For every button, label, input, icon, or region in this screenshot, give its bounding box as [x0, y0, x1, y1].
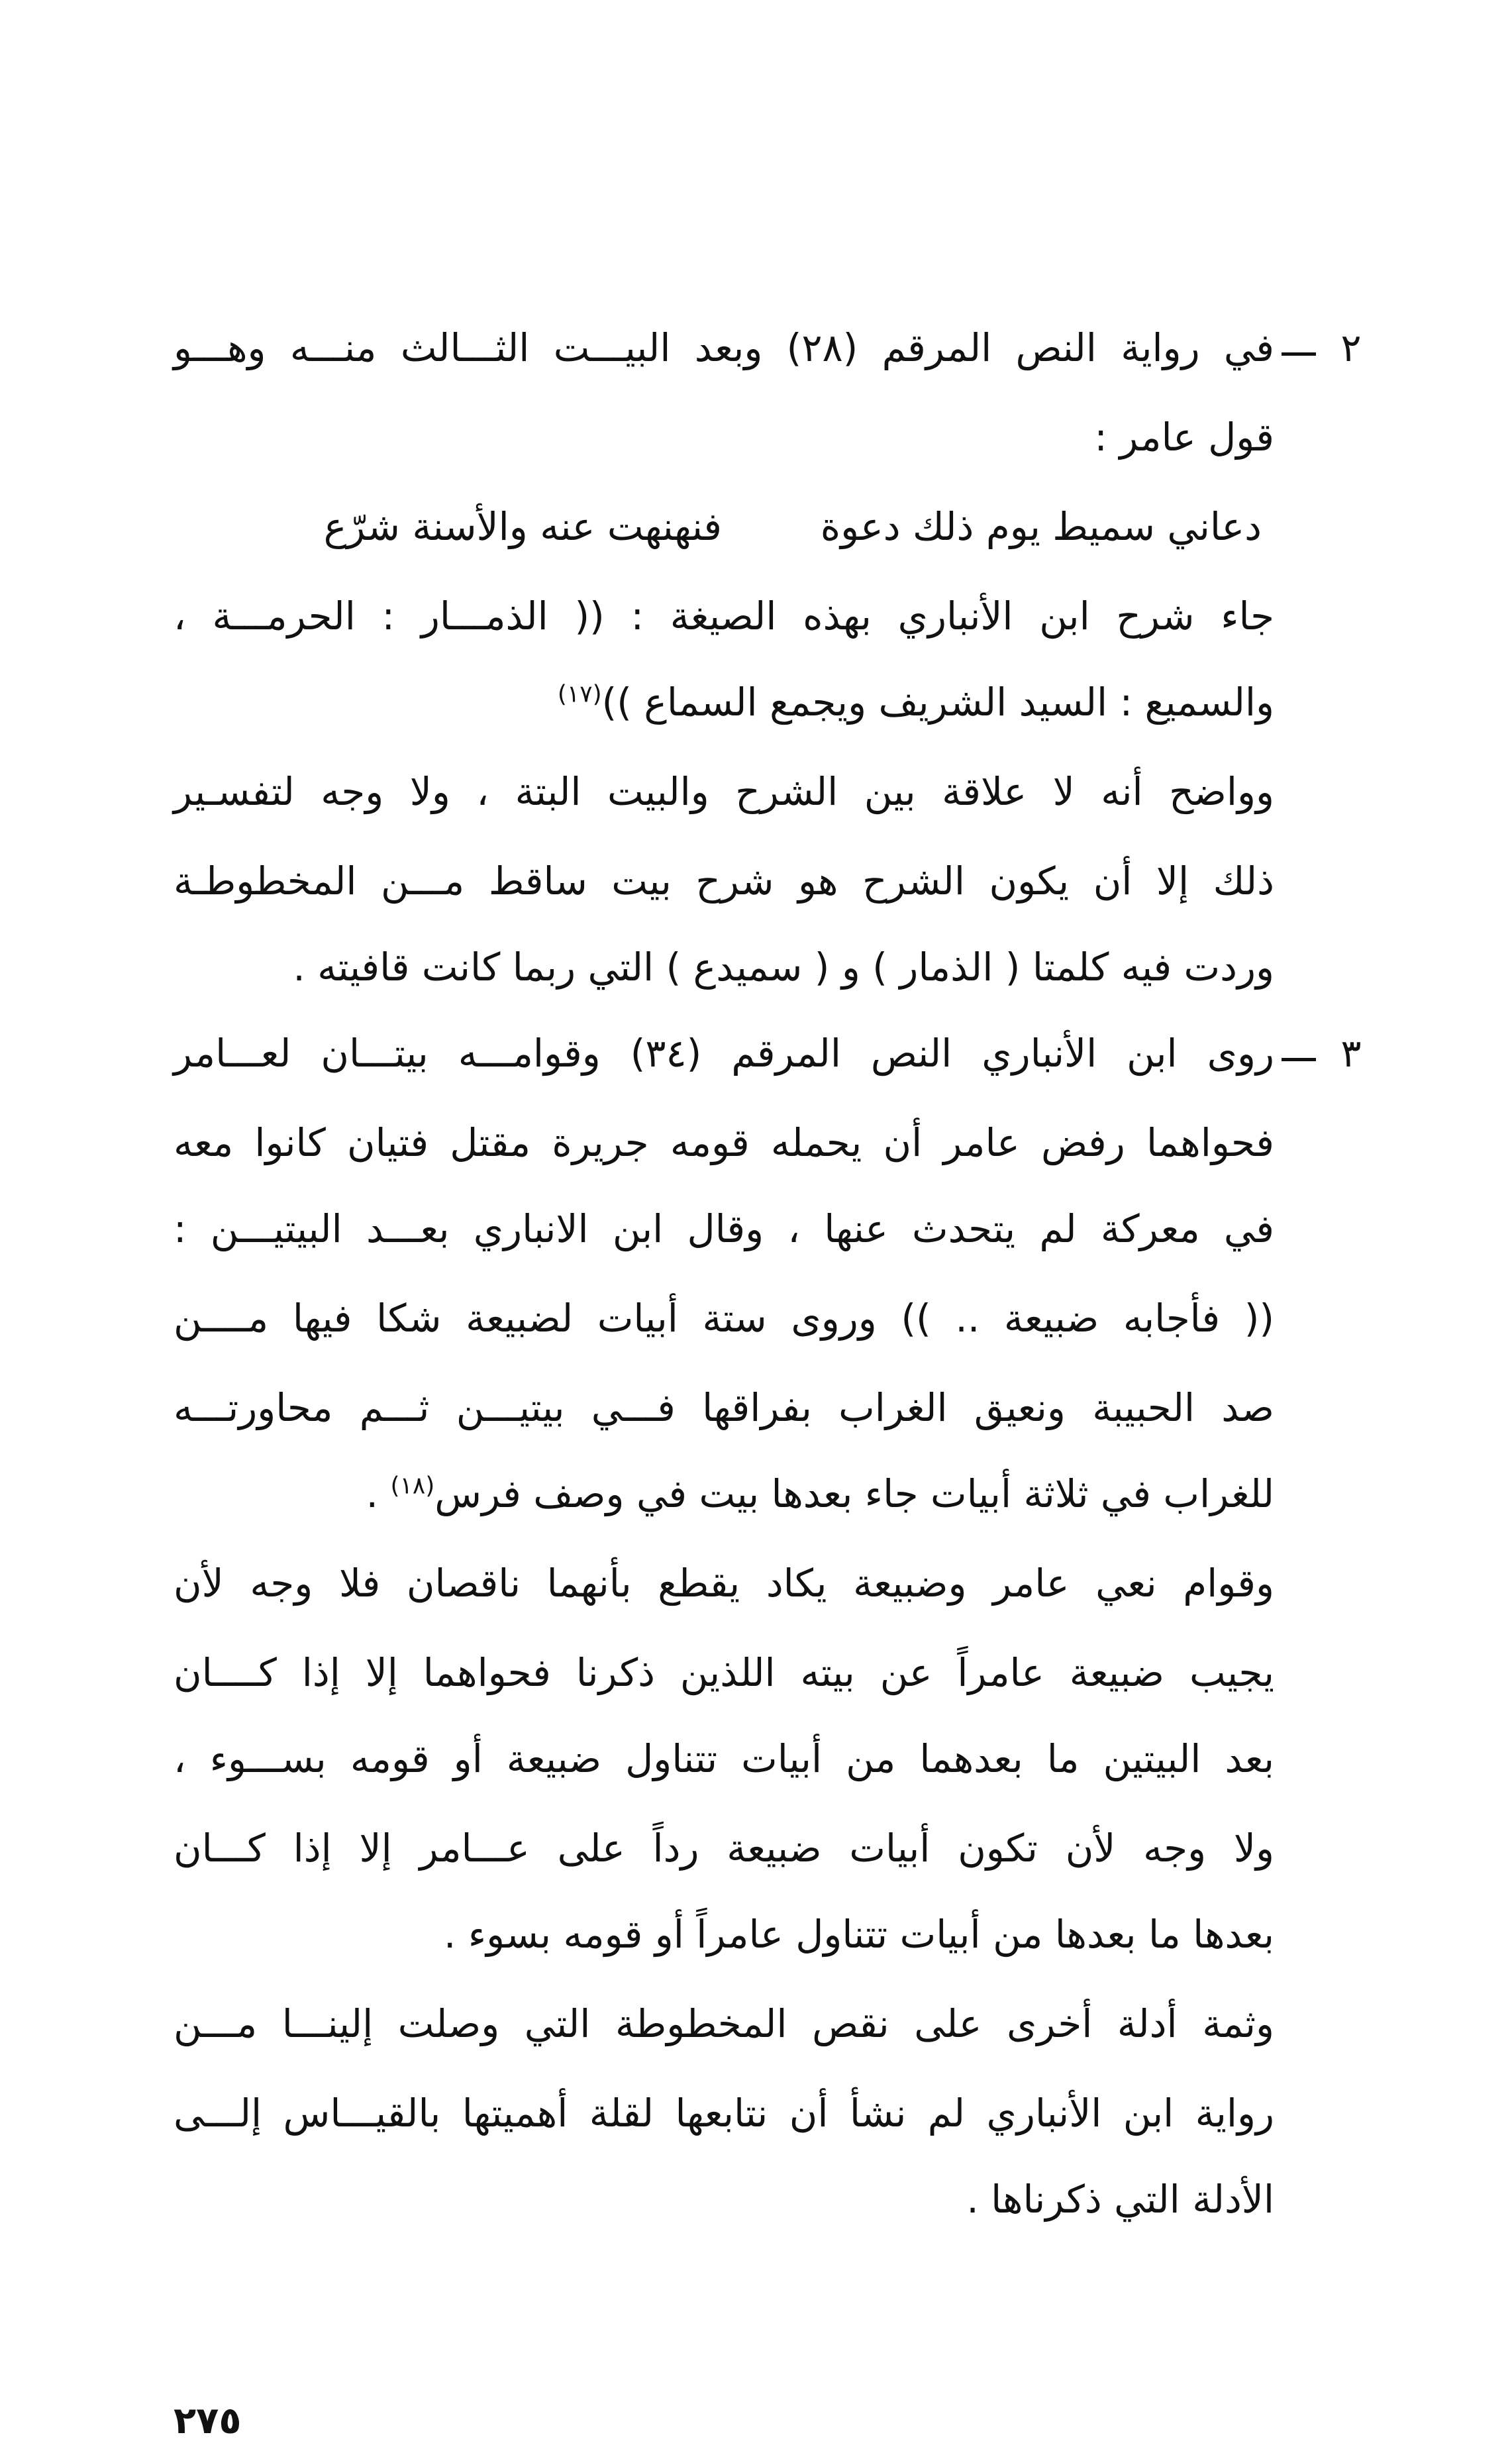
item-2-line-2: قول عامر : — [1094, 415, 1274, 460]
item-3-end-mark: . — [366, 1471, 379, 1516]
paragraph-a-line-5: بعدها ما بعدها من أبيات تتناول عامراً أو قومه بسوء . — [444, 1912, 1274, 1957]
footnote-18: (١٨) — [390, 1472, 435, 1500]
item-3-line-2: فحواهما رفض عامر أن يحمله قومه جريرة مقتل فتيان كانوا معه — [174, 1120, 1274, 1165]
paragraph-a-line-1: وقوام نعي عامر وضبيعة يكاد يقطع بأنهما ناقصان فلا وجه لأن — [174, 1561, 1274, 1606]
item-dash-3 — [1282, 1058, 1316, 1061]
item-3-line-1: روى ابن الأنباري النص المرقم (٣٤) وقوامـــه بيتـــان لعـــامر — [174, 1031, 1274, 1076]
footnote-17: (١٧) — [557, 680, 602, 708]
item-3-line-5: صد الحبيبة ونعيق الغراب بفراقها فـــي بيتيـــن ثـــم محاورتـــه — [174, 1385, 1274, 1430]
item-3-line-3: في معركة لم يتحدث عنها ، وقال ابن الانباري بعـــد البيتيـــن : — [174, 1206, 1274, 1251]
item-number-3: ٣ — [1340, 1031, 1362, 1076]
verse-first-hemistich: دعاني سميط يوم ذلك دعوة — [820, 504, 1262, 549]
item-number-2: ٢ — [1340, 325, 1362, 370]
paragraph-a-line-2: يجيب ضبيعة عامراً عن بيته اللذين ذكرنا فحواهما إلا إذا كــــان — [174, 1650, 1274, 1695]
item-dash-2 — [1282, 352, 1316, 356]
item-2-discussion-1: وواضح أنه لا علاقة بين الشرح والبيت البتة ، ولا وجه لتفسـير — [174, 769, 1274, 814]
item-2-discussion-3: وردت فيه كلمتا ( الذمار ) و ( سميدع ) التي ربما كانت قافيته . — [293, 945, 1274, 990]
paragraph-a-line-3: بعد البيتين ما بعدهما من أبيات تتناول ضبيعة أو قومه بســـوء ، — [174, 1736, 1274, 1781]
item-2-discussion-2: ذلك إلا أن يكون الشرح هو شرح بيت ساقط مـــن المخطوطـة — [174, 859, 1274, 904]
item-2-commentary-2 — [174, 669, 1274, 735]
verse-second-hemistich: فنهنهت عنه والأسنة شرّع — [323, 504, 722, 549]
item-3-line-6-text: للغراب في ثلاثة أبيات جاء بعدها بيت في وصف فرس — [434, 1471, 1274, 1516]
item-2-commentary-1: جاء شرح ابن الأنباري بهذه الصيغة : (( الذمـــار : الحرمـــة ، — [174, 594, 1274, 639]
paragraph-a-line-4: ولا وجه لأن تكون أبيات ضبيعة رداً على عـــامر إلا إذا كـــان — [174, 1826, 1274, 1871]
page-number: ٢٧٥ — [174, 2399, 242, 2442]
item-3-line-6 — [174, 1461, 1274, 1527]
paragraph-b-line-1: وثمة أدلة أخرى على نقص المخطوطة التي وصلت إلينـــا مـــن — [174, 2001, 1274, 2046]
paragraph-b-line-2: رواية ابن الأنباري لم نشأ أن نتابعها لقلة أهميتها بالقيـــاس إلـــى — [174, 2091, 1274, 2136]
item-2-line-1: في رواية النص المرقم (٢٨) وبعد البيـــت الثـــالث منـــه وهـــو — [174, 325, 1274, 370]
commentary-text: والسميع : السيد الشريف ويجمع السماع )) — [601, 680, 1274, 725]
item-3-line-4: (( فأجابه ضبيعة .. )) وروى ستة أبيات لضبيعة شكا فيها مــــن — [174, 1296, 1274, 1341]
paragraph-b-line-3: الأدلة التي ذكرناها . — [966, 2177, 1274, 2222]
